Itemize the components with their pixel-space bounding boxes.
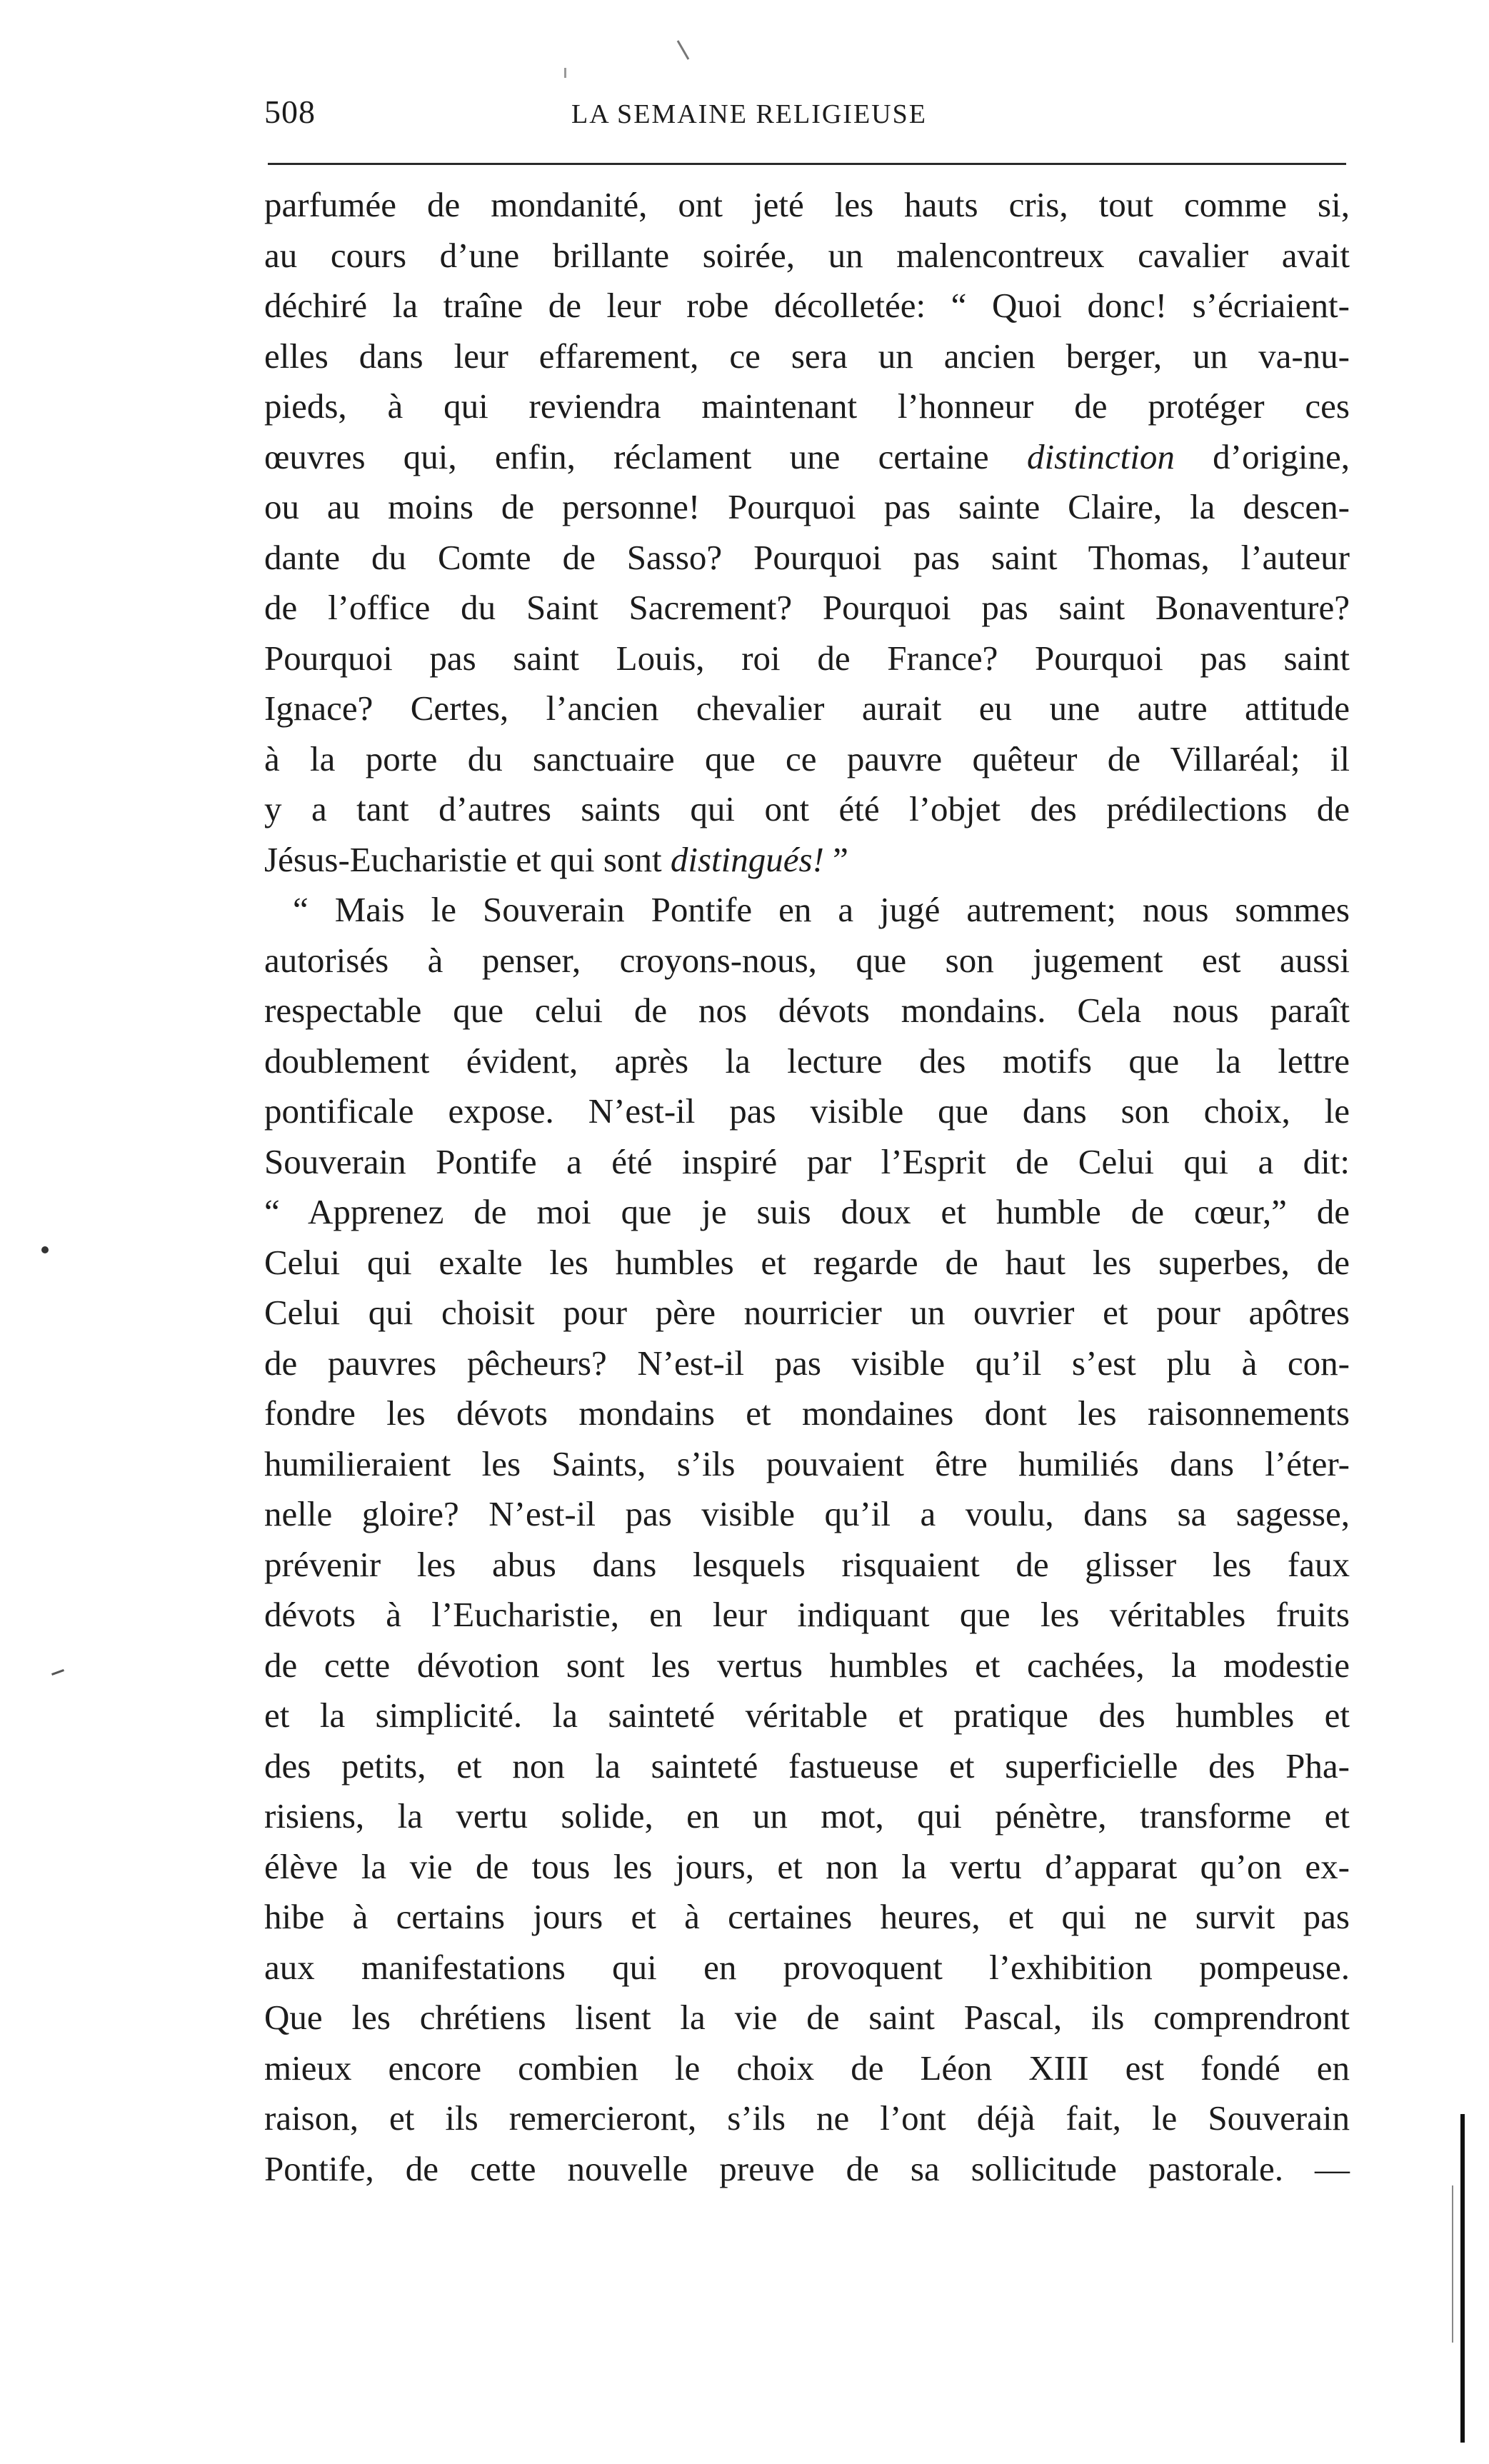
text-line: Souverain Pontife a été inspiré par l’Esprit de Celui qui a dit:	[264, 1141, 1350, 1181]
text-line: Celui qui choisit pour père nourricier un ouvrier et pour apôtres	[264, 1293, 1350, 1332]
italic-word: distingués!	[670, 839, 824, 879]
text-line: prévenir les abus dans lesquels risquaient de glisser les faux	[264, 1544, 1350, 1584]
text-line: fondre les dévots mondains et mondaines dont les raisonnements	[264, 1393, 1350, 1433]
text-line: hibe à certains jours et à certaines heures, et qui ne survit pas	[264, 1897, 1350, 1936]
text-line: “ Apprenez de moi que je suis doux et humble de cœur,” de	[264, 1192, 1350, 1231]
text-line: humilieraient les Saints, s’ils pouvaient être humiliés dans l’éter-	[264, 1443, 1350, 1483]
text-line: de pauvres pêcheurs? N’est-il pas visible qu’il s’est plu à con-	[264, 1343, 1350, 1383]
text-line: pieds, à qui reviendra maintenant l’honneur de protéger ces	[264, 386, 1350, 426]
text-line: risiens, la vertu solide, en un mot, qui pénètre, transforme et	[264, 1796, 1350, 1836]
margin-mark	[51, 1669, 64, 1676]
text-line: de cette dévotion sont les vertus humbles et cachées, la modestie	[264, 1645, 1350, 1685]
text-segment: Jésus-Eucharistie et qui sont	[264, 839, 662, 879]
text-segment: œuvres qui, enfin, réclament une certaine	[264, 436, 989, 476]
text-line: pontificale expose. N’est-il pas visible que dans son choix, le	[264, 1091, 1350, 1131]
running-title: LA SEMAINE RELIGIEUSE	[571, 99, 927, 129]
text-line: de l’office du Saint Sacrement? Pourquoi pas saint Bonaventure?	[264, 588, 1350, 627]
text-line	[264, 432, 1350, 483]
text-line: respectable que celui de nos dévots mondains. Cela nous paraît	[264, 991, 1350, 1030]
text-line: “ Mais le Souverain Pontife en a jugé autrement; nous sommes	[293, 890, 1350, 929]
text-line: et la simplicité. la sainteté véritable et pratique des humbles et	[264, 1696, 1350, 1735]
text-line: Que les chrétiens lisent la vie de saint Pascal, ils comprendront	[264, 1998, 1350, 2037]
italic-word: distinction	[1026, 436, 1175, 476]
text-line: raison, et ils remercieront, s’ils ne l’ont déjà fait, le Souverain	[264, 2098, 1350, 2138]
text-line: à la porte du sanctuaire que ce pauvre quêteur de Villaréal; il	[264, 738, 1350, 778]
text-line: Ignace? Certes, l’ancien chevalier aurait eu une autre attitude	[264, 688, 1350, 728]
text-segment: ”	[823, 839, 848, 879]
page-edge-shadow	[1460, 2114, 1465, 2443]
text-line: Pontife, de cette nouvelle preuve de sa sollicitude pastorale. —	[264, 2148, 1350, 2188]
text-line: nelle gloire? N’est-il pas visible qu’il a voulu, dans sa sagesse,	[264, 1494, 1350, 1533]
text-line: aux manifestations qui en provoquent l’exhibition pompeuse.	[264, 1947, 1350, 1987]
text-line: dévots à l’Eucharistie, en leur indiquant que les véritables fruits	[264, 1595, 1350, 1634]
page-edge-shadow	[1452, 2185, 1453, 2343]
text-line: des petits, et non la sainteté fastueuse et superficielle des Pha-	[264, 1746, 1350, 1786]
text-line	[264, 835, 1350, 886]
text-line: y a tant d’autres saints qui ont été l’objet des prédilections de	[264, 789, 1350, 828]
text-line: au cours d’une brillante soirée, un malencontreux cavalier avait	[264, 235, 1350, 275]
text-line: doublement évident, après la lecture des motifs que la lettre	[264, 1041, 1350, 1081]
text-line: parfumée de mondanité, ont jeté les hauts cris, tout comme si,	[264, 185, 1350, 224]
text-line: ou au moins de personne! Pourquoi pas sainte Claire, la descen-	[264, 487, 1350, 526]
text-segment: d’origine,	[1174, 436, 1350, 476]
text-line: déchiré la traîne de leur robe décolletée: “ Quoi donc! s’écriaient-	[264, 286, 1350, 325]
running-head	[264, 93, 1350, 143]
body-text	[264, 180, 1350, 2194]
text-line: dante du Comte de Sasso? Pourquoi pas saint Thomas, l’auteur	[264, 537, 1350, 577]
text-line: élève la vie de tous les jours, et non la vertu d’apparat qu’on ex-	[264, 1846, 1350, 1886]
text-line: elles dans leur effarement, ce sera un ancien berger, un va-nu-	[264, 336, 1350, 376]
header-rule	[268, 163, 1346, 165]
text-line: Pourquoi pas saint Louis, roi de France? Pourquoi pas saint	[264, 638, 1350, 678]
margin-dot	[41, 1246, 49, 1253]
page-number: 508	[264, 94, 316, 130]
text-line: Celui qui exalte les humbles et regarde de haut les superbes, de	[264, 1242, 1350, 1282]
paper-speck	[564, 68, 566, 78]
paper-speck	[677, 40, 690, 59]
text-line: mieux encore combien le choix de Léon XIII est fondé en	[264, 2048, 1350, 2088]
text-line: autorisés à penser, croyons-nous, que son jugement est aussi	[264, 940, 1350, 980]
